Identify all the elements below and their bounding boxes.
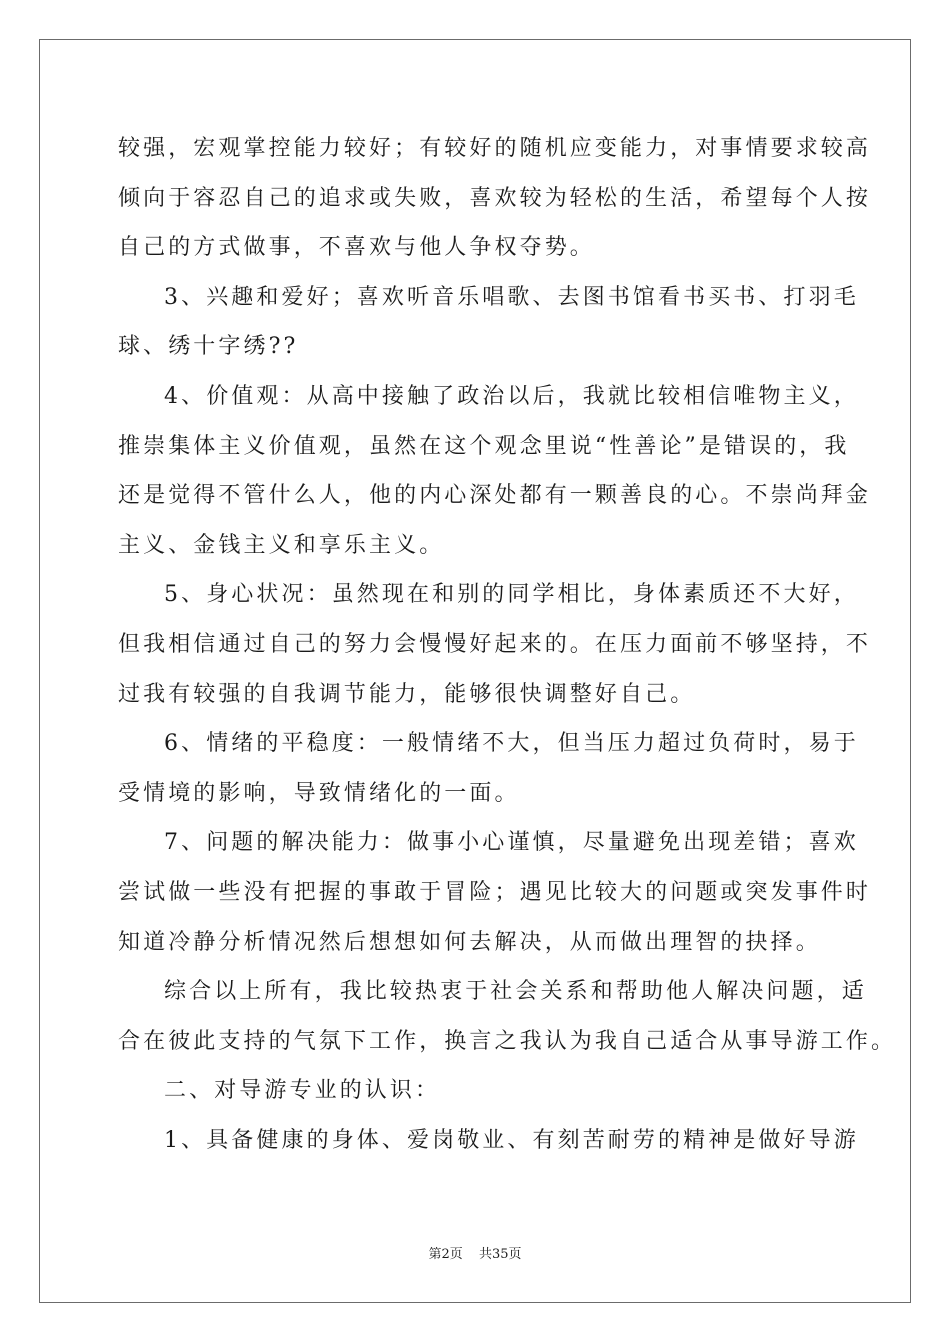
paragraph-start-line: 6、情绪的平稳度：一般情绪不大，但当压力超过负荷时，易于 [164, 731, 859, 757]
text-line: 推崇集体主义价值观，虽然在这个观念里说“性善论”是错误的，我 [118, 433, 850, 459]
text-line: 主义、金钱主义和享乐主义。 [118, 532, 445, 558]
text-line: 尝试做一些没有把握的事敢于冒险；遇见比较大的问题或突发事件时 [118, 879, 872, 905]
paragraph-start-line: 4、价值观：从高中接触了政治以后，我就比较相信唯物主义， [164, 383, 859, 409]
text-line: 过我有较强的自我调节能力，能够很快调整好自己。 [118, 681, 696, 707]
text-line: 但我相信通过自己的努力会慢慢好起来的。在压力面前不够坚持，不 [118, 631, 872, 657]
text-line: 球、绣十字绣?? [118, 334, 299, 360]
paragraph-start-line: 3、兴趣和爱好；喜欢听音乐唱歌、去图书馆看书买书、打羽毛 [164, 284, 859, 310]
total-pages: 共35页 [478, 1247, 522, 1262]
paragraph-start-line: 5、身心状况：虽然现在和别的同学相比，身体素质还不大好， [164, 582, 859, 608]
page-number: 第2页 [428, 1247, 463, 1262]
text-line: 受情境的影响，导致情绪化的一面。 [118, 780, 520, 806]
text-line: 较强，宏观掌控能力较好；有较好的随机应变能力，对事情要求较高 [118, 136, 872, 161]
paragraph-start-line: 1、具备健康的身体、爱岗敬业、有刻苦耐劳的精神是做好导游 [164, 1127, 859, 1153]
paragraph-start-line: 综合以上所有，我比较热衷于社会关系和帮助他人解决问题，适 [164, 979, 867, 1005]
text-line: 知道冷静分析情况然后想想如何去解决，从而做出理智的抉择。 [118, 929, 821, 955]
document-body [118, 124, 897, 1165]
text-line: 自己的方式做事，不喜欢与他人争权夺势。 [118, 235, 595, 261]
text-line: 还是觉得不管什么人，他的内心深处都有一颗善良的心。不崇尚拜金 [118, 483, 872, 509]
text-line: 倾向于容忍自己的追求或失败，喜欢较为轻松的生活，希望每个人按 [118, 185, 872, 211]
page-footer [0, 1246, 950, 1264]
text-line: 合在彼此支持的气氛下工作，换言之我认为我自己适合从事导游工作。 [118, 1028, 897, 1054]
section-heading: 二、对导游专业的认识： [164, 1078, 441, 1104]
paragraph-start-line: 7、问题的解决能力：做事小心谨慎，尽量避免出现差错；喜欢 [164, 830, 859, 856]
